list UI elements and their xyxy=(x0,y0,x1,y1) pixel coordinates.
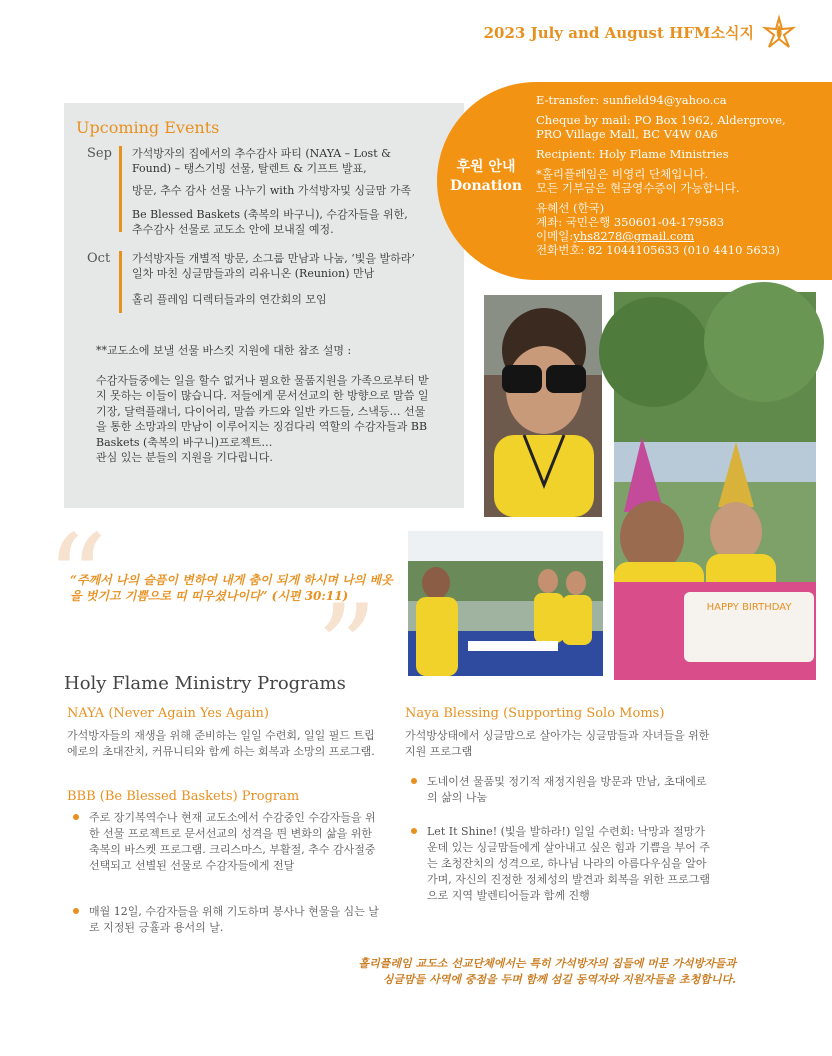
scripture-quote: “주께서 나의 슬픔이 변하여 내게 춤이 되게 하시며 나의 베옷을 벗기고 기쁨으로 띠 띠우셨나이다” (시편 30:11) xyxy=(70,573,393,603)
oct-event-1: 가석방자들 개별적 방문, 소그룹 만남과 나눔, ‘빛을 발하라’ 일차 마친 싱글맘들과의 리유니온 (Reunion) 만남 xyxy=(132,252,415,280)
svg-text:”: ” xyxy=(316,580,378,719)
sep-event-2: 방문, 추수 감사 선물 나누기 with 가석방자및 싱글맘 가족 xyxy=(132,184,412,197)
nonprofit-line-1: *홀리플레임은 비영리 단체입니다. xyxy=(536,167,709,181)
cheque-info: Cheque by mail: PO Box 1962, Aldergrove, PRO Village Mall, BC V4W 0A6 xyxy=(536,113,786,141)
month-label-oct: Oct xyxy=(87,251,111,266)
list-item xyxy=(67,904,382,936)
note-title: **교도소에 보낼 선물 바스킷 지원에 대한 참조 설명 : xyxy=(96,344,352,357)
list-item xyxy=(67,810,382,874)
etransfer-info: E-transfer: sunfield94@yahoo.ca xyxy=(536,93,727,107)
footer-line-2: 싱글맘들 사역에 중점을 두며 함께 섬길 동역자와 지원자들을 초청합니다. xyxy=(382,973,736,986)
newsletter-title: 2023 July and August HFM소식지 xyxy=(483,24,754,42)
donation-title-en: Donation xyxy=(449,178,523,194)
donation-details xyxy=(536,93,811,257)
sep-event-3: Be Blessed Baskets (축복의 바구니), 수감자들을 위한, 추수감사 선물로 교도소 안에 보내질 예정. xyxy=(132,208,408,236)
basket-support-note xyxy=(96,343,431,474)
svg-text:“: “ xyxy=(46,510,108,649)
bullet-icon xyxy=(73,908,79,914)
sep-divider xyxy=(119,146,122,232)
holy-flame-logo-icon xyxy=(762,16,796,50)
programs-heading: Holy Flame Ministry Programs xyxy=(64,673,346,694)
email-label: 이메일: xyxy=(536,229,574,243)
recipient-info: Recipient: Holy Flame Ministries xyxy=(536,147,729,161)
naya-title: NAYA (Never Again Yes Again) xyxy=(67,706,269,721)
phone-info: 전화번호: 82 1044105633 (010 4410 5633) xyxy=(536,243,780,257)
oct-divider xyxy=(119,251,122,313)
bank-account: 계좌: 국민은행 350601-04-179583 xyxy=(536,215,725,229)
bullet-icon xyxy=(73,814,79,820)
email-link[interactable]: yhs8278@gmail.com xyxy=(573,229,695,243)
photo-outdoor-event xyxy=(408,531,603,676)
sep-event-1: 가석방자의 집에서의 추수감사 파티 (NAYA – Lost & Found) – 탱스기빙 선물, 탈렌트 & 기프트 발표, xyxy=(132,147,391,175)
note-closing: 관심 있는 분들의 지원을 기다립니다. xyxy=(96,451,273,464)
naya-description: 가석방자들의 재생을 위해 준비하는 일일 수련회, 일일 필드 트립에로의 초대잔치, 커뮤니티와 함께 하는 회복과 소망의 프로그램. xyxy=(67,729,375,758)
bbb-item-1: 주로 장기복역수나 현재 교도소에서 수감중인 수감자들을 위한 선물 프로젝트로 문서선교의 성격을 띈 변화의 삶을 위한 축복의 바스켓 프로그램. 크리스마스, 부활절, 추수 감사절중 선택되고 선별된 선물로 수감자들에게 전달 xyxy=(89,811,376,872)
bbb-list xyxy=(67,810,382,950)
month-label-sep: Sep xyxy=(87,146,112,161)
cake-text: HAPPY BIRTHDAY xyxy=(706,602,792,613)
upcoming-events-heading: Upcoming Events xyxy=(76,118,220,137)
contact-name: 유혜선 (한국) xyxy=(536,201,605,215)
bullet-icon xyxy=(411,828,417,834)
blessing-list xyxy=(405,774,710,918)
bullet-icon xyxy=(411,778,417,784)
donation-title-ko: 후원 안내 xyxy=(456,159,516,175)
photo-toddler-sunglasses xyxy=(484,295,602,517)
nonprofit-line-2: 모든 기부금은 현금영수증이 가능합니다. xyxy=(536,181,740,195)
bbb-title: BBB (Be Blessed Baskets) Program xyxy=(67,789,300,804)
list-item xyxy=(405,774,710,806)
bbb-item-2: 매월 12일, 수감자들을 위해 기도하며 봉사나 현물을 심는 날로 지정된 긍휼과 용서의 날. xyxy=(89,905,379,934)
oct-event-2: 홀리 플레임 디렉터들과의 연간회의 모임 xyxy=(132,293,327,306)
donation-heading xyxy=(446,158,526,196)
naya-blessing-title: Naya Blessing (Supporting Solo Moms) xyxy=(405,706,665,721)
email-row xyxy=(536,229,811,243)
photo-birthday-party xyxy=(614,292,816,680)
footer-line-1: 홀리플레임 교도소 선교단체에서는 특히 가석방자의 집들에 머문 가석방자들과 xyxy=(358,957,736,970)
blessing-item-1: 도네이션 물품및 정기적 재정지원을 방문과 만남, 초대에로의 삶의 나눔 xyxy=(427,775,707,804)
blessing-item-2: Let It Shine! (빛을 발하라!) 일일 수련회: 낙망과 절망가운데 있는 싱글맘들에게 살아내고 싶은 힘과 기쁨을 부어 주는 초청잔치의 성격으로, 하나님 나라의 아름다우심을 알아가며, 자신의 진정한 정체성의 발견과 회복을 위한 프로그램으로 지역 발렌티어들과 함께 진행 xyxy=(427,825,710,902)
list-item xyxy=(405,824,710,904)
footer-invitation xyxy=(260,956,736,988)
note-body: 수감자들중에는 일을 할수 없거나 필요한 물품지원을 가족으로부터 받지 못하는 이들이 많습니다. 저들에게 문서선교의 한 방향으로 말씀 일기장, 달력플래너, 다이어리, 말씀 카드와 일반 카드들, 스낵등… 선물을 통한 소망과의 만남이 이루어지는 징검다리 역할의 수감자들과 BB Baskets (축복의 바구니)프로젝트… xyxy=(96,373,429,449)
naya-blessing-description: 가석방상태에서 싱글맘으로 살아가는 싱글맘들과 자녀들을 위한 지원 프로그램 xyxy=(405,729,710,758)
